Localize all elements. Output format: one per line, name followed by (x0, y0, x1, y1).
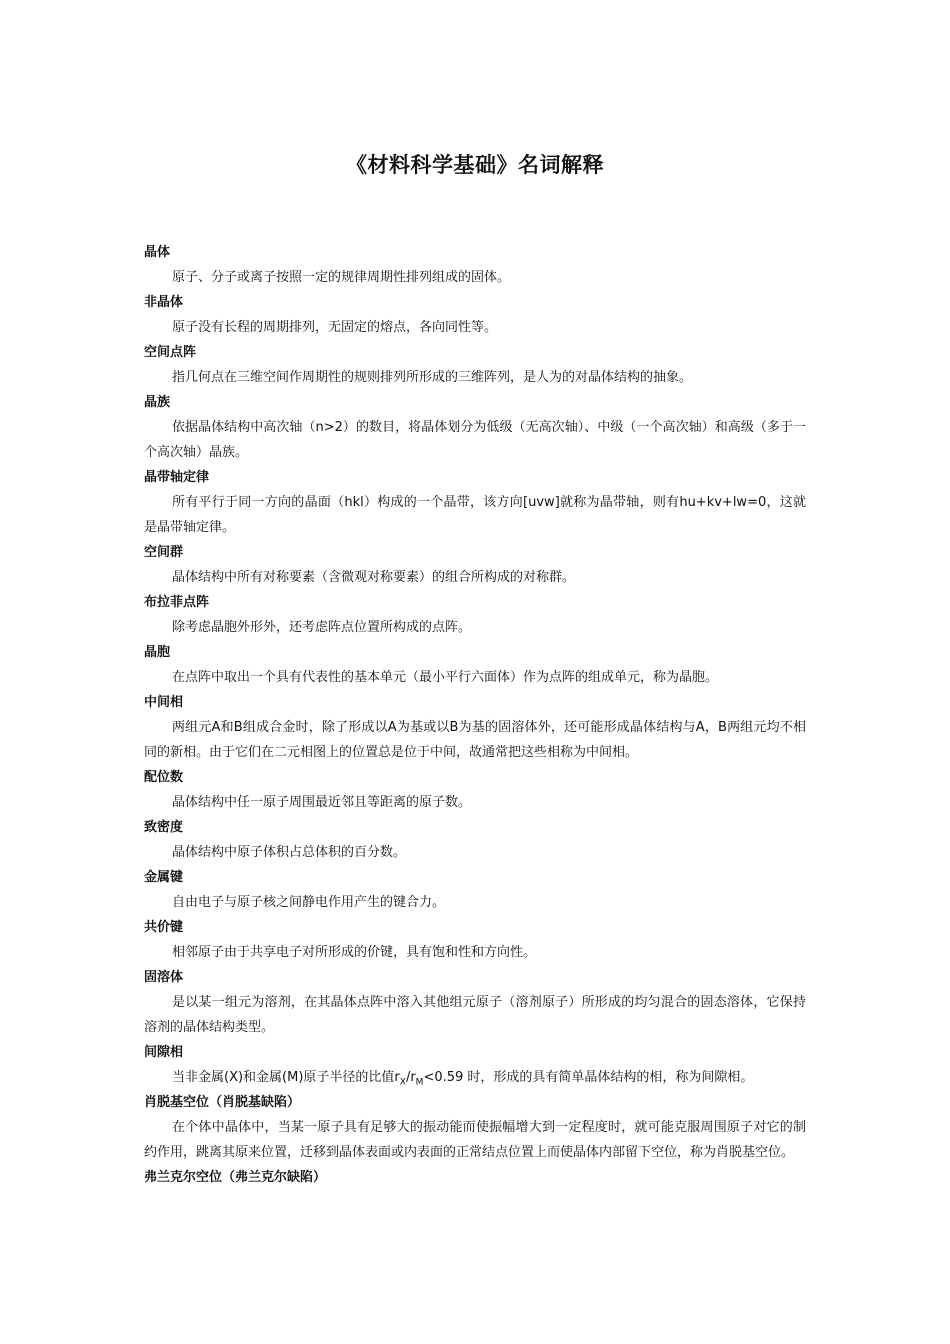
term-metallic-bond: 金属键 (144, 870, 184, 885)
term-covalent-bond: 共价键 (144, 920, 184, 935)
term-crystal: 晶体 (144, 245, 171, 260)
definition-text: <0.59 时，形成的具有简单晶体结构的相，称为间隙相。 (423, 1070, 754, 1085)
subscript-m: M (415, 1077, 424, 1088)
term-space-group: 空间群 (144, 545, 184, 560)
term-frenkel-vacancy: 弗兰克尔空位（弗兰克尔缺陷） (144, 1170, 327, 1185)
glossary-list (144, 240, 806, 1190)
term-solid-solution: 固溶体 (144, 970, 184, 985)
definition-packing-density: 晶体结构中原子体积占总体积的百分数。 (172, 845, 407, 860)
definition-text: 当非金属(X)和金属(M)原子半径的比值r (172, 1070, 400, 1085)
subscript-x: X (399, 1077, 406, 1088)
term-unit-cell: 晶胞 (144, 645, 171, 660)
definition-coordination-number: 晶体结构中任一原子周围最近邻且等距离的原子数。 (172, 795, 472, 810)
term-schottky-vacancy: 肖脱基空位（肖脱基缺陷） (144, 1095, 301, 1110)
definition-bravais-lattice: 除考虑晶胞外形外，还考虑阵点位置所构成的点阵。 (172, 620, 472, 635)
definition-zone-law: 所有平行于同一方向的晶面（hkl）构成的一个晶带，该方向[uvw]就称为晶带轴，则有hu+kv+lw=0，这就是晶带轴定律。 (144, 495, 806, 535)
definition-crystal-family: 依据晶体结构中高次轴（n>2）的数目，将晶体划分为低级（无高次轴）、中级（一个高次轴）和高级（多于一个高次轴）晶族。 (144, 420, 806, 460)
definition-solid-solution: 是以某一组元为溶剂，在其晶体点阵中溶入其他组元原子（溶剂原子）所形成的均匀混合的固态溶体，它保持溶剂的晶体结构类型。 (144, 995, 806, 1035)
term-space-lattice: 空间点阵 (144, 345, 197, 360)
term-intermediate-phase: 中间相 (144, 695, 184, 710)
term-coordination-number: 配位数 (144, 770, 184, 785)
term-packing-density: 致密度 (144, 820, 184, 835)
term-interstitial-phase: 间隙相 (144, 1045, 184, 1060)
definition-interstitial-phase (144, 1065, 806, 1090)
definition-intermediate-phase: 两组元A和B组成合金时，除了形成以A为基或以B为基的固溶体外，还可能形成晶体结构与A，B两组元均不相同的新相。由于它们在二元相图上的位置总是位于中间，故通常把这些相称为中间相。 (144, 720, 806, 760)
definition-covalent-bond: 相邻原子由于共享电子对所形成的价键，具有饱和性和方向性。 (172, 945, 537, 960)
definition-amorphous: 原子没有长程的周期排列，无固定的熔点，各向同性等。 (172, 320, 498, 335)
definition-crystal: 原子、分子或离子按照一定的规律周期性排列组成的固体。 (172, 270, 511, 285)
document-title: 《材料科学基础》名词解释 (346, 153, 604, 177)
definition-text: /r (405, 1070, 416, 1085)
definition-metallic-bond: 自由电子与原子核之间静电作用产生的键合力。 (172, 895, 446, 910)
definition-space-group: 晶体结构中所有对称要素（含微观对称要素）的组合所构成的对称群。 (172, 570, 576, 585)
definition-unit-cell: 在点阵中取出一个具有代表性的基本单元（最小平行六面体）作为点阵的组成单元，称为晶胞。 (172, 670, 719, 685)
term-zone-law: 晶带轴定律 (144, 470, 210, 485)
definition-schottky-vacancy: 在个体中晶体中，当某一原子具有足够大的振动能而使振幅增大到一定程度时，就可能克服周围原子对它的制约作用，跳离其原来位置，迁移到晶体表面或内表面的正常结点位置上而使晶体内部留下空位，称为肖脱基空位。 (144, 1120, 806, 1160)
term-crystal-family: 晶族 (144, 395, 171, 410)
term-amorphous: 非晶体 (144, 295, 184, 310)
term-bravais-lattice: 布拉菲点阵 (144, 595, 210, 610)
definition-space-lattice: 指几何点在三维空间作周期性的规则排列所形成的三维阵列，是人为的对晶体结构的抽象。 (172, 370, 693, 385)
